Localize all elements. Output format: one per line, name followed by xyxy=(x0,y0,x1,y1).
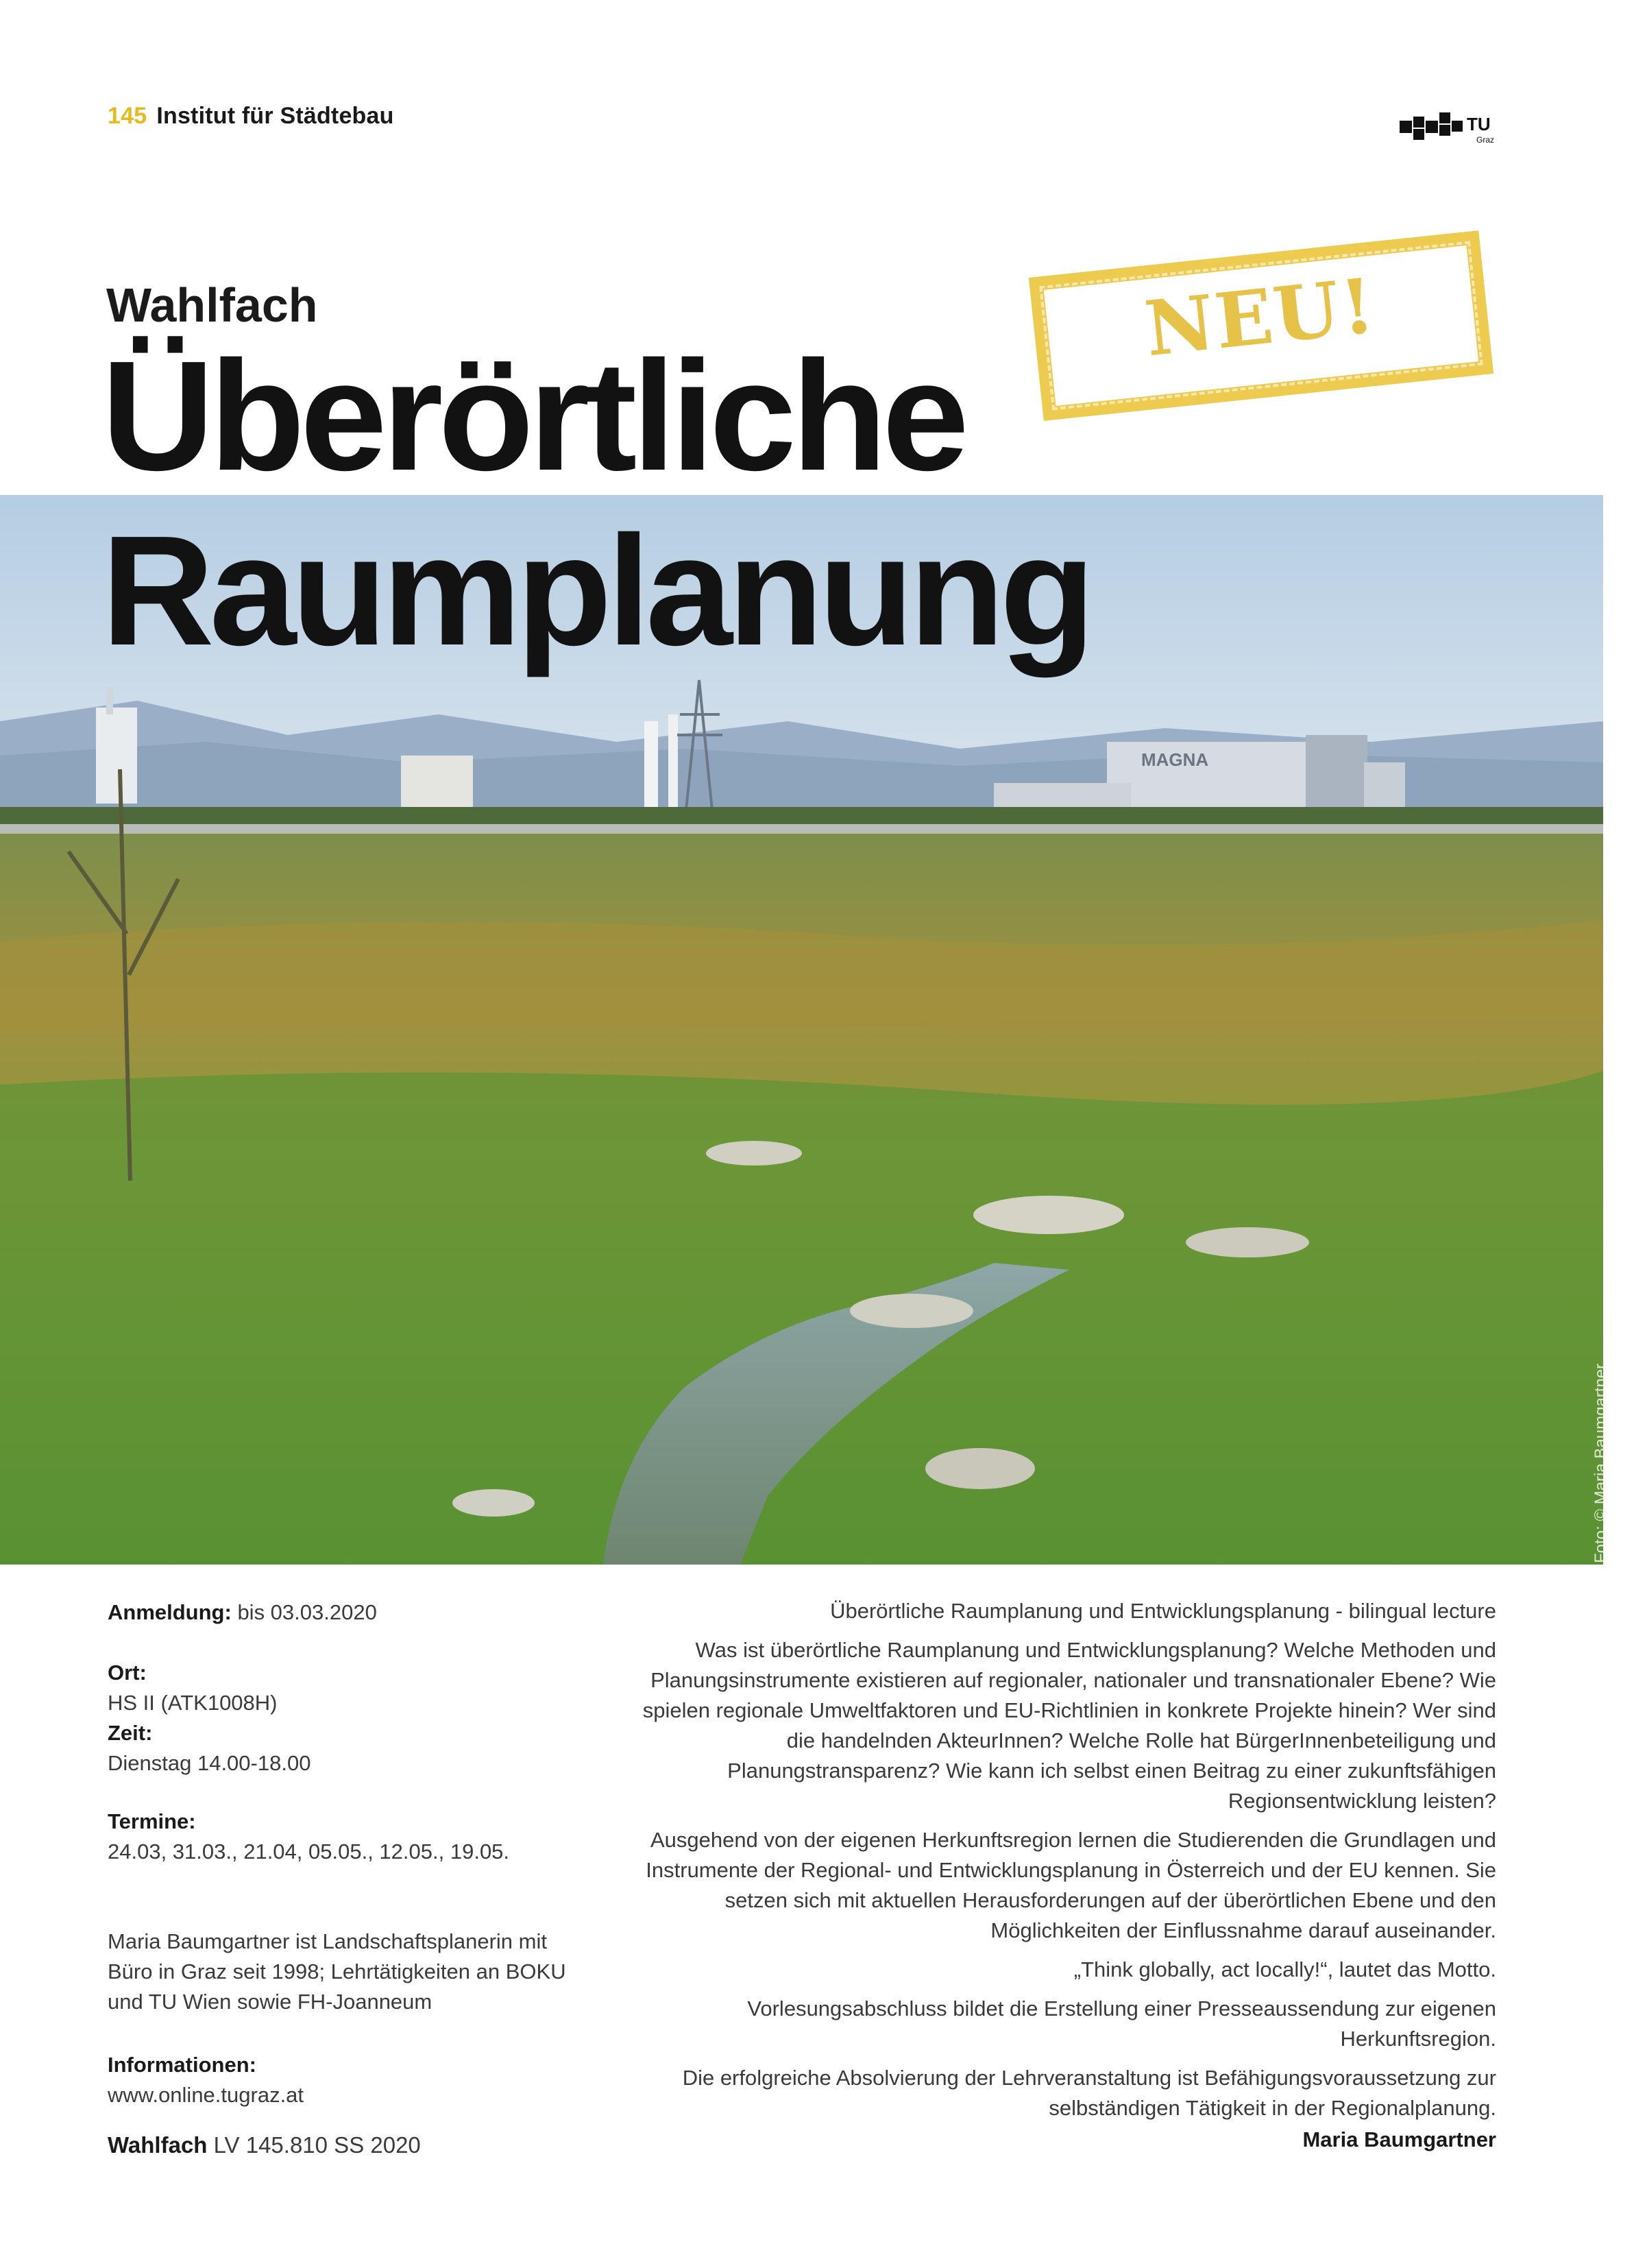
course-title-line1: Überörtliche xyxy=(101,329,964,503)
photo-credit-line1: Foto: © Maria Baumgartner xyxy=(1592,1363,1610,1563)
information-label: Informationen: xyxy=(108,2053,256,2077)
new-stamp xyxy=(1029,230,1493,421)
institute-name: Institut für Städtebau xyxy=(156,103,394,129)
footer-value: LV 145.810 SS 2020 xyxy=(213,2132,421,2158)
registration-value: bis 03.03.2020 xyxy=(237,1600,377,1624)
course-type-label: Wahlfach xyxy=(106,278,318,332)
information-link[interactable]: www.online.tugraz.at xyxy=(108,2083,304,2107)
course-title-line2: Raumplanung xyxy=(101,504,1090,678)
registration xyxy=(108,1597,601,1628)
photo-credit xyxy=(1590,946,1634,1563)
description-content: Ausgehend von der eigenen Herkunftsregion lernen die Studierenden die Grundlagen und Instrumente der Regional- und Entwicklungsplanung in Österreich und der EU kennen. Sie setzen sich mit aktuellen Herausforderungen auf der überörtlichen Ebene und den Möglichkeiten der Einflussnahme darauf auseinander. xyxy=(646,1828,1496,1942)
new-stamp-text: NEU! xyxy=(1141,261,1380,374)
time-label: Zeit: xyxy=(108,1721,153,1745)
location-label: Ort: xyxy=(108,1661,147,1685)
information xyxy=(108,2050,601,2110)
location-value: HS II (ATK1008H) xyxy=(108,1691,278,1715)
dates-value: 24.03, 31.03., 21.04, 05.05., 12.05., 19.05. xyxy=(108,1839,510,1863)
location xyxy=(108,1658,601,1778)
registration-label: Anmeldung: xyxy=(108,1600,232,1624)
lecturer-bio: Maria Baumgartner ist Landschaftsplanerin mit Büro in Graz seit 1998; Lehrtätigkeiten an BOKU und TU Wien sowie FH-Joanneum xyxy=(108,1929,566,2014)
tu-graz-logo xyxy=(1400,110,1497,148)
course-footer xyxy=(108,2132,421,2158)
dates xyxy=(108,1807,601,1867)
description-subtitle: Überörtliche Raumplanung und Entwicklungsplanung - bilingual lecture xyxy=(830,1599,1496,1623)
time-value: Dienstag 14.00-18.00 xyxy=(108,1751,311,1775)
institute-header xyxy=(108,103,394,130)
footer-label: Wahlfach xyxy=(108,2132,208,2158)
course-title xyxy=(101,329,1090,679)
logo-text: TU xyxy=(1467,114,1491,134)
logo-subtext: Graz xyxy=(1476,135,1495,145)
description-motto: „Think globally, act locally!“, lautet das Motto. xyxy=(1073,1957,1496,1981)
magna-sign: MAGNA xyxy=(1141,749,1209,770)
description-qualification: Die erfolgreiche Absolvierung der Lehrveranstaltung ist Befähigungsvoraussetzung zur selbständigen Tätigkeit in der Regionalplanung. xyxy=(682,2066,1496,2120)
photo-credit-line2: Impressum: TU Graz/Institut für Städtebau, Eigendruck Graz xyxy=(1613,1122,1632,1563)
description-conclusion: Vorlesungsabschluss bildet die Erstellung einer Presseaussendung zur eigenen Herkunftsregion. xyxy=(747,1996,1496,2051)
description-questions: Was ist überörtliche Raumplanung und Entwicklungsplanung? Welche Methoden und Planungsinstrumente existieren auf regionaler, nationaler und transnationaler Ebene? Wie spielen regionale Umweltfaktoren und EU-Richtlinien in konkrete Projekte hinein? Wer sind die handelnden AkteurInnen? Welche Rolle hat BürgerInnenbeteiligung und Planungstransparenz? Wie kann ich selbst einen Beitrag zu einer zukunftsfähigen Regionsentwicklung leisten? xyxy=(642,1638,1496,1813)
description-author: Maria Baumgartner xyxy=(1302,2127,1496,2151)
course-description xyxy=(617,1596,1496,2164)
institute-number: 145 xyxy=(108,103,147,129)
dates-label: Termine: xyxy=(108,1809,196,1833)
